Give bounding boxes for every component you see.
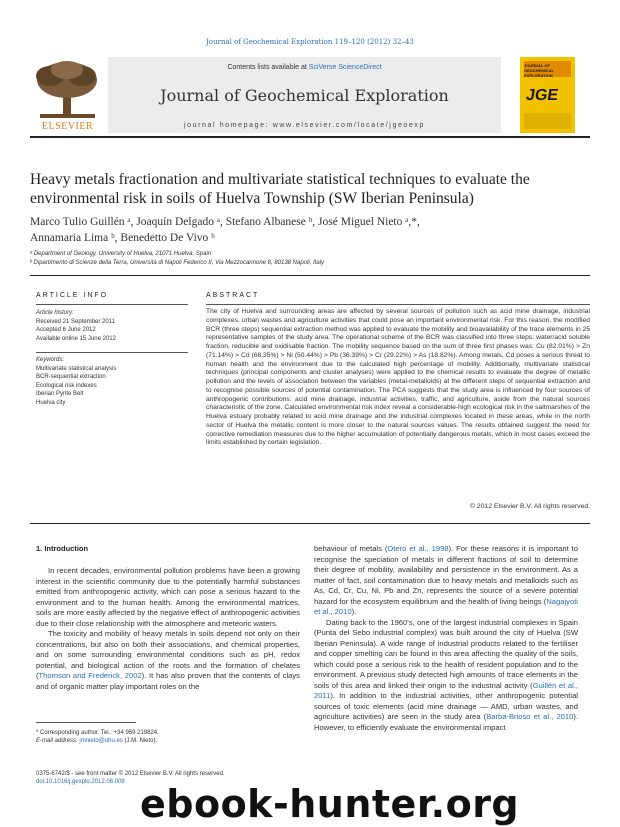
elsevier-wordmark: ELSEVIER <box>41 121 94 132</box>
keyword-item: Huelva city <box>36 399 66 406</box>
journal-homepage[interactable]: journal homepage: www.elsevier.com/locate/jgeoexp <box>183 122 426 129</box>
footnote-email-line <box>36 737 300 745</box>
body-column-left <box>36 566 300 692</box>
abstract-bottom-rule <box>30 523 590 524</box>
email-link[interactable]: jmnieto@uhu.es <box>79 738 123 744</box>
journal-cover-thumbnail <box>520 57 575 133</box>
history-online: Available online 15 June 2012 <box>36 335 116 342</box>
doi-link[interactable]: doi:10.1016/j.gexplo.2012.06.009 <box>36 779 125 785</box>
citation-link[interactable]: Barba-Brioso et al., 2010 <box>486 712 574 721</box>
intro-paragraph-2 <box>36 629 300 692</box>
intro-paragraph-1: In recent decades, environmental pollution problems have been a growing interest in the scientific community due to the potentially harmful substances emitted from anthropogenic activity, which can pose a serious hazard to the environment and to the human health. Among the environmental matrices, soils are more easily affected by the negative effect of anthropogenic activities due to their close relationship with the atmosphere and meteoric waters. <box>36 566 300 628</box>
watermark-text: ebook-hunter.org <box>140 782 520 826</box>
citation-link[interactable]: Nagajyoti et al., 2010 <box>314 596 578 616</box>
text-run: ). <box>351 607 357 616</box>
authors-line-1: Marco Tulio Guillén ᵃ, Joaquín Delgado ᵃ, Stefano Albanese ᵇ, José Miguel Nieto ᵃ,*, <box>30 216 420 228</box>
keywords-label: Keywords: <box>36 357 65 363</box>
journal-reference[interactable]: Journal of Geochemical Exploration 119–120 (2012) 32–43 <box>206 38 414 46</box>
abstract-text: The city of Huelva and surrounding areas are affected by several sources of pollution such as acid mine drainage, industrial complexes, urban wastes and agriculture activities that could pose an important environmental risk. For this reason, the modified BCR (three steps) sequential extraction method was applied to evaluate the mobility and bioavailability of the trace elements in 25 representative samples of the study area. The operational scheme of the BCR was classified into three steps: water/acid soluble fraction, reducible and oxidisable fraction. The mobility sequence based on the sum of three first phases was: Cu (82.01%) > Zn (71.14%) > Cd (68.35%) > Ni (50.44%) > Pb (36.39%) > Cr (29.22%) > As (18.82%). Among metals, Cd poses a serious threat to human health and the environment due to the calculated high percentage of mobility. Additionally, multivariate statistical techniques (principal components and cluster analyses) were applied to the chemical results to evaluate the degree of metallic pollution and the levels of association between the variables (metal-metalloids) at the different steps of sequential extraction and to recognise possible sources of potential contamination. The PCA suggests that the study area is influenced by four sources of anthropogenic contributions: acid mine drainage, industrial activities, traffic, and agriculture, aside from the natural sources characteristic of the zone. Calculated environmental risk index reveal a considerable-high ecological risk in the saltmarshes of the Huelva estuary probably related to acid mine drainage and the industrial complexes located in these areas, while in the north sector of Huelva the metallic content is more closer to the natural sources values. The results obtained suggest the need for corrective remediation measures due to the higher accumulation of potentially dangerous metals, which in most cases exceed the limits established by certain legislation. <box>206 308 590 447</box>
article-history <box>36 309 188 343</box>
text-run: ). It has also proven that the contents of clays and of organic matter play important roles on the <box>36 671 300 691</box>
body-column-right <box>314 544 578 733</box>
affiliation-a: ᵃ Department of Geology, University of Huelva, 21071 Huelva, Spain <box>30 251 212 257</box>
section-heading-introduction: 1. Introduction <box>36 544 89 553</box>
author-list <box>30 214 590 246</box>
history-accepted: Accepted 6 June 2012 <box>36 327 96 333</box>
intro-paragraph-3 <box>314 544 578 618</box>
citation-link[interactable]: Thomson and Frederick, 2002 <box>38 671 142 680</box>
email-label: E-mail address: <box>36 738 80 744</box>
journal-title: Journal of Geochemical Exploration <box>160 86 449 105</box>
text-run: The toxicity and mobility of heavy metals in soils depend not only on their concentrations, but also on both their associations, and chemical properties, and on some surrounding environmental conditions such as pH, redox potential, and biological action of the roots and the formation of chelates ( <box>36 629 300 680</box>
corresponding-author-footnote <box>36 729 300 745</box>
keyword-item: Iberian Pyrite Belt <box>36 391 84 397</box>
text-run: behaviour of metals ( <box>314 544 388 553</box>
keywords <box>36 356 188 407</box>
text-run: ). However, to efficiently evaluate the environmental impact <box>314 712 578 732</box>
text-run: (J.M. Nieto). <box>122 738 158 744</box>
history-received: Received 21 September 2011 <box>36 318 115 325</box>
article-info-heading: ARTICLE INFO <box>36 292 109 299</box>
abstract-rule <box>206 304 590 305</box>
keywords-rule <box>36 352 188 353</box>
affiliations <box>30 250 590 268</box>
contents-prefix: Contents lists available at <box>227 64 309 71</box>
footnote-tel: * Corresponding author. Tel.: +34 959 219824. <box>36 730 159 736</box>
cover-abbrev: JGE <box>524 87 560 104</box>
header-rule <box>30 136 590 138</box>
sciencedirect-link[interactable]: SciVerse ScienceDirect <box>308 64 382 71</box>
authors-line-2: Annamaria Lima ᵇ, Benedetto De Vivo ᵇ <box>30 232 215 244</box>
citation-link[interactable]: Guillén et al., 2011 <box>314 680 578 700</box>
abstract-copyright: © 2012 Elsevier B.V. All rights reserved. <box>470 503 590 510</box>
issn-line: 0375-6742/$ - see front matter © 2012 Elsevier B.V. All rights reserved. <box>36 771 225 777</box>
history-label: Article history: <box>36 310 74 316</box>
cover-text: JOURNAL OF GEOCHEMICAL EXPLORATION <box>524 63 554 78</box>
article-info-rule <box>36 304 188 305</box>
article-title: Heavy metals fractionation and multivariate statistical techniques to evaluate the environmental risk in soils of Huelva Township (SW Iberian Peninsula) <box>30 171 530 207</box>
intro-paragraph-4 <box>314 618 578 734</box>
keyword-item: Ecological risk indexes <box>36 382 97 389</box>
citation-link[interactable]: Otero et al., 1998 <box>387 544 449 553</box>
contents-available-line <box>108 64 501 71</box>
abstract-heading: ABSTRACT <box>206 292 260 299</box>
text-run: ). In addition to the industrial activities, other anthropogenic potential sources of toxic elements (acid mine drainage — AMD, urban wastes, and agriculture activities) are seen in the study area ( <box>314 691 578 721</box>
footnote-rule <box>36 722 136 723</box>
keyword-item: Multivariate statistical analysis <box>36 365 117 372</box>
keyword-item: BCR-sequential extraction <box>36 374 106 380</box>
text-run: ). For these reasons it is important to recognise the speciation of metals in different fractions of soil to determine their degree of mobility, availability and persistence in the environment. As a matter of fact, soil contamination due to heavy metals and metalloids such as As, Cd, Cr, Cu, Ni, Pb and Zn, represents the source of a severe potential hazard for the ecosystem equilibrium and the health of living beings ( <box>314 544 578 606</box>
title-rule <box>30 275 590 276</box>
text-run: Dating back to the 1960's, one of the largest industrial complexes in Spain (Punta del Sebo industrial complex) was built around the city of Huelva (SW Iberian Peninsula). A wide range of industrial products related to the fertiliser and copper smelting can be found in this area affecting the quality of the soils, which could pose a serious risk to the health of resident population and to the environment. A previous study detected high amounts of trace elements in the soils of this area and linked their origin to the industrial activity ( <box>314 617 578 690</box>
affiliation-b: ᵇ Dipartimento di Scienze della Terra, Università di Napoli Federico II, Via Mezzocannone 8, 80138 Napoli, Italy <box>30 260 325 266</box>
